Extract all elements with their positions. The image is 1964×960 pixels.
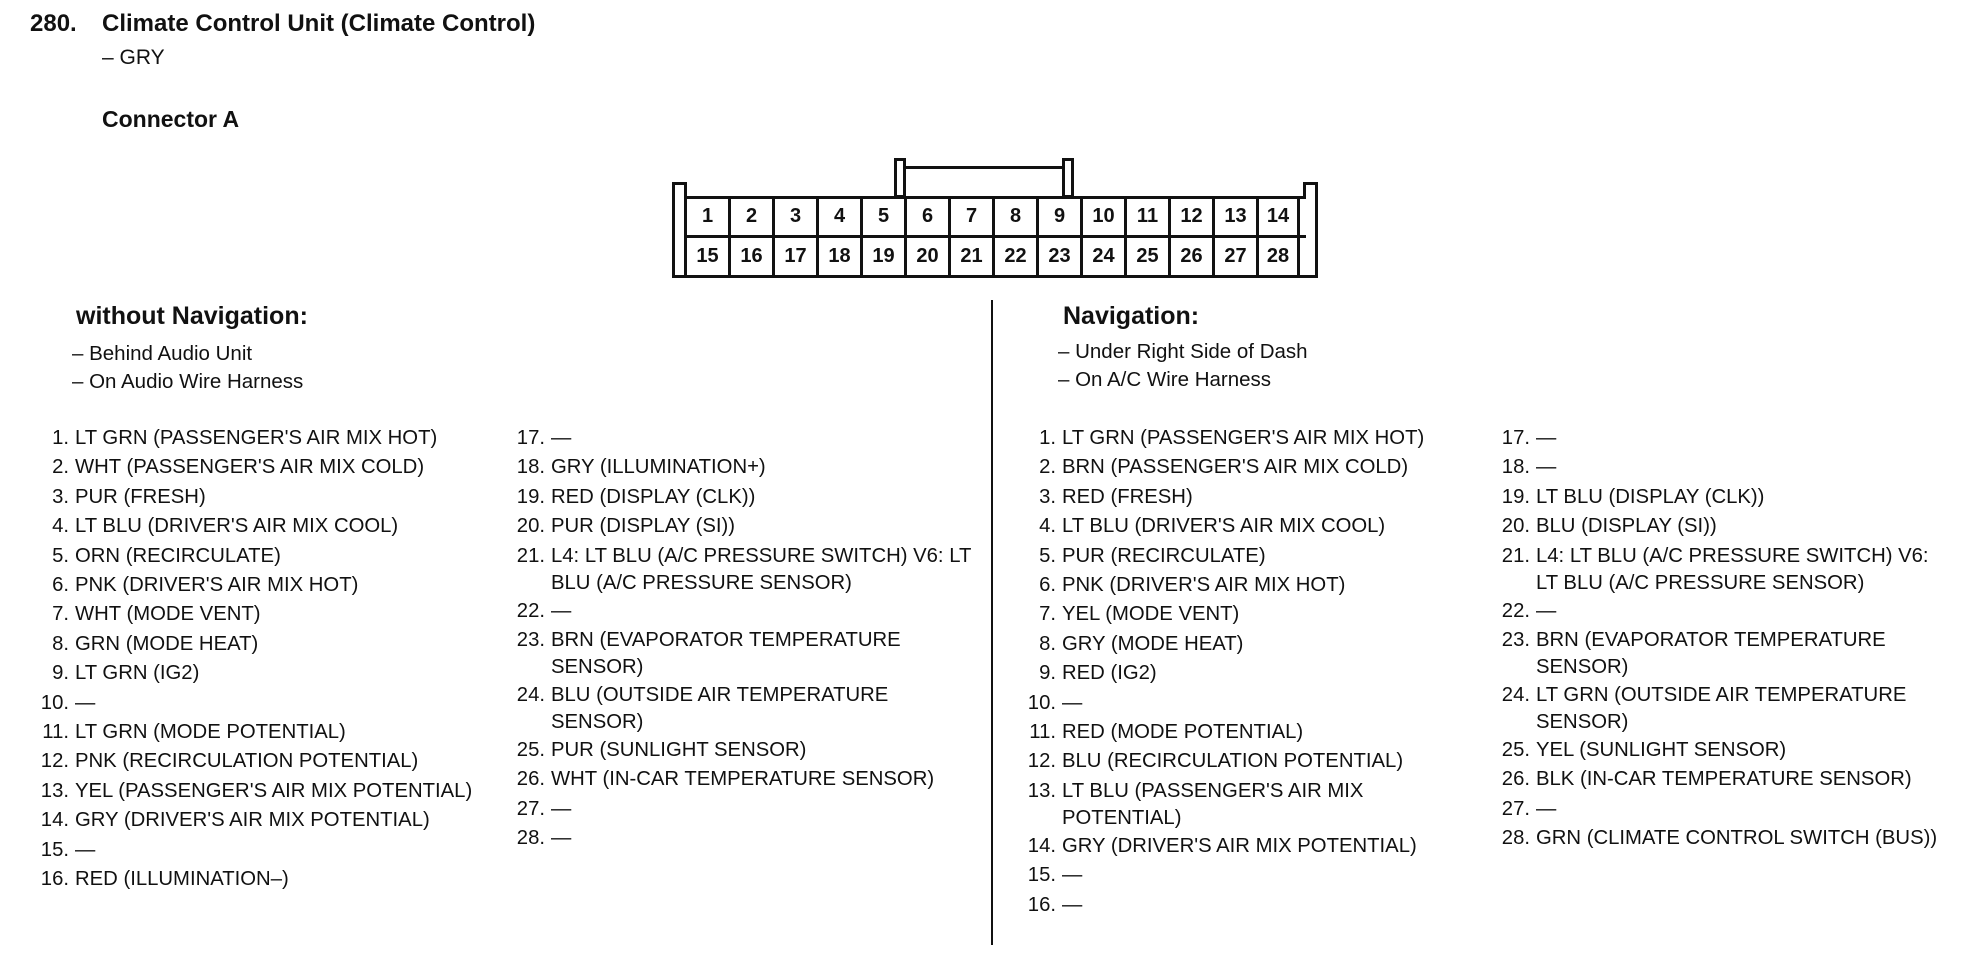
pin-entry	[1017, 512, 1487, 541]
connector-pin: 27	[1212, 237, 1256, 275]
pin-entry	[30, 865, 500, 894]
pin-number: 19.	[516, 485, 545, 508]
pin-entry	[1017, 542, 1487, 571]
pin-wire-description: GRY (MODE HEAT)	[1062, 632, 1244, 655]
pin-number: 8.	[1039, 632, 1056, 655]
pin-entry	[1017, 718, 1487, 747]
pin-number: 25.	[516, 739, 545, 762]
pin-wire-description: L4: LT BLU (A/C PRESSURE SWITCH) V6: LT BLU (A/C PRESSURE SENSOR)	[1536, 544, 1929, 594]
pin-number: 19.	[1501, 485, 1530, 508]
connector-pin: 9	[1036, 197, 1080, 235]
connector-pin: 22	[992, 237, 1036, 275]
pin-entry	[1493, 736, 1953, 765]
pin-wire-description: LT BLU (PASSENGER'S AIR MIX POTENTIAL)	[1062, 779, 1364, 829]
pin-number: 14.	[1027, 834, 1056, 857]
pin-number: 6.	[52, 574, 69, 597]
connector-pin: 21	[948, 237, 992, 275]
pin-wire-description: LT GRN (OUTSIDE AIR TEMPERATURE SENSOR)	[1536, 684, 1907, 734]
connector-pin: 13	[1212, 197, 1256, 235]
connector-pin: 19	[860, 237, 904, 275]
component-title: Climate Control Unit (Climate Control)	[102, 10, 536, 37]
pin-entry	[1493, 765, 1953, 794]
with-nav-title: Navigation:	[1063, 302, 1200, 330]
pin-entry	[1017, 832, 1487, 861]
pin-number: 8.	[52, 632, 69, 655]
pin-entry	[30, 747, 500, 776]
pin-entry	[1493, 512, 1953, 541]
pin-wire-description: YEL (MODE VENT)	[1062, 603, 1240, 626]
pin-number: 13.	[40, 779, 69, 802]
pin-number: 21.	[1501, 544, 1530, 567]
pin-number: 4.	[52, 515, 69, 538]
pin-entry	[30, 806, 500, 835]
pin-number: 22.	[516, 599, 545, 622]
pin-wire-description: LT BLU (DRIVER'S AIR MIX COOL)	[1062, 515, 1386, 538]
pin-entry	[1493, 597, 1953, 626]
pin-wire-description: —	[551, 599, 572, 622]
pin-number: 16.	[1027, 893, 1056, 916]
pin-wire-description: RED (IG2)	[1062, 662, 1157, 685]
connector-edge	[672, 182, 684, 185]
pin-wire-description: —	[1536, 797, 1557, 820]
pin-number: 3.	[52, 485, 69, 508]
pin-entry	[1017, 659, 1487, 688]
location-line: – On A/C Wire Harness	[1058, 368, 1272, 391]
connector-pin: 10	[1080, 197, 1124, 235]
pin-entry	[508, 512, 978, 541]
pin-entry	[30, 777, 500, 806]
pin-number: 20.	[516, 515, 545, 538]
pin-number: 3.	[1039, 485, 1056, 508]
pin-number: 2.	[1039, 456, 1056, 479]
pin-wire-description: RED (FRESH)	[1062, 485, 1193, 508]
pin-wire-description: GRY (DRIVER'S AIR MIX POTENTIAL)	[75, 809, 430, 832]
connector-pin: 25	[1124, 237, 1168, 275]
pin-entry	[508, 453, 978, 482]
connector-bottom-row	[684, 237, 1300, 275]
pin-number: 22.	[1501, 599, 1530, 622]
pin-entry	[1017, 453, 1487, 482]
pin-number: 16.	[40, 868, 69, 891]
pin-wire-description: PUR (DISPLAY (SI))	[551, 515, 736, 538]
connector-pin: 5	[860, 197, 904, 235]
pin-wire-description: WHT (IN-CAR TEMPERATURE SENSOR)	[551, 768, 935, 791]
pin-entry	[1017, 747, 1487, 776]
pin-wire-description: BRN (EVAPORATOR TEMPERATURE SENSOR)	[551, 629, 901, 679]
pin-wire-description: —	[75, 691, 96, 714]
pin-entry	[30, 718, 500, 747]
pin-number: 12.	[1027, 750, 1056, 773]
connector-edge	[1306, 182, 1318, 185]
pin-number: 21.	[516, 544, 545, 567]
pin-wire-description: —	[551, 827, 572, 850]
with-nav-pin-list-1	[1017, 424, 1487, 920]
pin-number: 23.	[1501, 629, 1530, 652]
connector-key-post	[1062, 158, 1074, 198]
connector-key	[906, 166, 1062, 169]
pin-entry	[508, 542, 978, 597]
connector-pin: 12	[1168, 197, 1212, 235]
pin-wire-description: ORN (RECIRCULATE)	[75, 544, 281, 567]
pin-number: 2.	[52, 456, 69, 479]
pin-entry	[508, 765, 978, 794]
pin-entry	[30, 424, 500, 453]
pin-number: 12.	[40, 750, 69, 773]
pin-wire-description: WHT (MODE VENT)	[75, 603, 261, 626]
pin-entry	[508, 424, 978, 453]
pin-wire-description: L4: LT BLU (A/C PRESSURE SWITCH) V6: LT BLU (A/C PRESSURE SENSOR)	[551, 544, 972, 594]
pin-wire-description: LT BLU (DISPLAY (CLK))	[1536, 485, 1765, 508]
pin-wire-description: GRY (DRIVER'S AIR MIX POTENTIAL)	[1062, 834, 1417, 857]
pin-entry	[30, 483, 500, 512]
pin-wire-description: LT GRN (MODE POTENTIAL)	[75, 721, 346, 744]
pin-wire-description: —	[1062, 691, 1083, 714]
with-nav-locations	[1058, 338, 1308, 394]
pin-number: 26.	[516, 768, 545, 791]
pin-number: 18.	[1501, 456, 1530, 479]
pin-number: 24.	[516, 684, 545, 707]
pin-number: 1.	[52, 427, 69, 449]
connector-pin: 26	[1168, 237, 1212, 275]
pin-entry	[1493, 681, 1953, 736]
pin-number: 6.	[1039, 574, 1056, 597]
pin-entry	[1493, 795, 1953, 824]
without-nav-locations	[72, 340, 303, 396]
with-nav-pin-list-2	[1493, 424, 1953, 854]
pin-wire-description: —	[1536, 599, 1557, 622]
pin-number: 11.	[1029, 721, 1056, 744]
pin-entry	[1493, 626, 1953, 681]
pin-wire-description: RED (MODE POTENTIAL)	[1062, 721, 1304, 744]
pin-number: 17.	[1501, 427, 1530, 449]
pin-entry	[1017, 630, 1487, 659]
pin-entry	[30, 453, 500, 482]
component-number: 280.	[30, 10, 77, 37]
pin-number: 5.	[52, 544, 69, 567]
pin-wire-description: PNK (DRIVER'S AIR MIX HOT)	[75, 574, 359, 597]
pin-number: 14.	[40, 809, 69, 832]
pin-number: 7.	[52, 603, 69, 626]
pin-entry	[1017, 600, 1487, 629]
connector-pin: 28	[1256, 237, 1300, 275]
connector-pin: 8	[992, 197, 1036, 235]
pin-wire-description: BRN (PASSENGER'S AIR MIX COLD)	[1062, 456, 1409, 479]
pin-wire-description: —	[1536, 456, 1557, 479]
pin-wire-description: —	[1062, 893, 1083, 916]
pin-entry	[508, 597, 978, 626]
pin-number: 7.	[1039, 603, 1056, 626]
pin-number: 20.	[1501, 515, 1530, 538]
pin-number: 9.	[52, 662, 69, 685]
pin-number: 17.	[516, 427, 545, 449]
pin-entry	[30, 659, 500, 688]
pin-wire-description: BRN (EVAPORATOR TEMPERATURE SENSOR)	[1536, 629, 1886, 679]
pin-wire-description: —	[1536, 427, 1557, 449]
pin-entry	[1017, 891, 1487, 920]
pin-number: 10.	[40, 691, 69, 714]
pin-wire-description: GRN (CLIMATE CONTROL SWITCH (BUS))	[1536, 827, 1938, 850]
pin-entry	[1493, 424, 1953, 453]
pin-number: 23.	[516, 629, 545, 652]
pin-wire-description: YEL (SUNLIGHT SENSOR)	[1536, 739, 1787, 762]
pin-wire-description: PUR (SUNLIGHT SENSOR)	[551, 739, 807, 762]
without-nav-pin-list-2	[508, 424, 978, 854]
location-line: – Behind Audio Unit	[72, 342, 253, 365]
pin-wire-description: PUR (FRESH)	[75, 485, 206, 508]
pin-wire-description: —	[75, 838, 96, 861]
pin-number: 28.	[516, 827, 545, 850]
connector-pin: 7	[948, 197, 992, 235]
pin-entry	[30, 512, 500, 541]
pin-wire-description: LT GRN (PASSENGER'S AIR MIX HOT)	[1062, 427, 1425, 449]
connector-label: Connector A	[102, 106, 240, 132]
pin-entry	[508, 626, 978, 681]
pin-entry	[1017, 689, 1487, 718]
pin-entry	[1493, 824, 1953, 853]
pin-entry	[1017, 571, 1487, 600]
pin-wire-description: LT GRN (IG2)	[75, 662, 200, 685]
pin-number: 27.	[1501, 797, 1530, 820]
pin-entry	[1017, 424, 1487, 453]
pin-wire-description: WHT (PASSENGER'S AIR MIX COLD)	[75, 456, 425, 479]
location-line: – Under Right Side of Dash	[1058, 340, 1308, 363]
connector-pin: 17	[772, 237, 816, 275]
connector-pin: 11	[1124, 197, 1168, 235]
pin-number: 15.	[1027, 864, 1056, 887]
pin-wire-description: BLU (DISPLAY (SI))	[1536, 515, 1717, 538]
pin-entry	[30, 571, 500, 600]
pin-wire-description: PUR (RECIRCULATE)	[1062, 544, 1266, 567]
pin-entry	[30, 600, 500, 629]
pin-entry	[1017, 861, 1487, 890]
pin-number: 1.	[1039, 427, 1056, 449]
pin-wire-description: —	[551, 427, 572, 449]
pin-wire-description: BLU (RECIRCULATION POTENTIAL)	[1062, 750, 1404, 773]
pin-number: 11.	[42, 721, 69, 744]
pin-number: 18.	[516, 456, 545, 479]
pin-entry	[508, 824, 978, 853]
pin-wire-description: BLK (IN-CAR TEMPERATURE SENSOR)	[1536, 768, 1912, 791]
pin-wire-description: BLU (OUTSIDE AIR TEMPERATURE SENSOR)	[551, 684, 889, 734]
pin-wire-description: GRY (ILLUMINATION+)	[551, 456, 766, 479]
pin-entry	[508, 736, 978, 765]
pin-wire-description: —	[551, 797, 572, 820]
pin-wire-description: —	[1062, 864, 1083, 887]
pin-entry	[1017, 483, 1487, 512]
pin-number: 9.	[1039, 662, 1056, 685]
pin-wire-description: RED (DISPLAY (CLK))	[551, 485, 756, 508]
connector-color: – GRY	[102, 46, 165, 69]
pin-wire-description: RED (ILLUMINATION–)	[75, 868, 289, 891]
pin-entry	[508, 483, 978, 512]
connector-pin: 18	[816, 237, 860, 275]
connector-pin: 3	[772, 197, 816, 235]
pin-entry	[30, 836, 500, 865]
pin-wire-description: LT GRN (PASSENGER'S AIR MIX HOT)	[75, 427, 438, 449]
pin-wire-description: GRN (MODE HEAT)	[75, 632, 259, 655]
pin-entry	[30, 630, 500, 659]
connector-pin: 4	[816, 197, 860, 235]
section-divider	[991, 300, 993, 945]
connector-pin: 6	[904, 197, 948, 235]
pin-number: 4.	[1039, 515, 1056, 538]
pin-entry	[1493, 483, 1953, 512]
pin-number: 24.	[1501, 684, 1530, 707]
connector-pin: 2	[728, 197, 772, 235]
without-nav-title: without Navigation:	[76, 302, 308, 330]
connector-pin: 1	[684, 197, 728, 235]
pin-number: 15.	[40, 838, 69, 861]
pin-wire-description: YEL (PASSENGER'S AIR MIX POTENTIAL)	[75, 779, 473, 802]
pin-wire-description: LT BLU (DRIVER'S AIR MIX COOL)	[75, 515, 399, 538]
pin-entry	[1493, 542, 1953, 597]
connector-top-row	[684, 197, 1300, 235]
pin-wire-description: PNK (DRIVER'S AIR MIX HOT)	[1062, 574, 1346, 597]
connector-pin: 24	[1080, 237, 1124, 275]
pin-number: 25.	[1501, 739, 1530, 762]
pin-entry	[30, 542, 500, 571]
pin-entry	[1493, 453, 1953, 482]
connector-pin: 14	[1256, 197, 1300, 235]
connector-pin: 20	[904, 237, 948, 275]
connector-pin: 16	[728, 237, 772, 275]
pin-number: 13.	[1027, 779, 1056, 802]
pin-entry	[30, 689, 500, 718]
connector-key-post	[894, 158, 906, 198]
without-nav-pin-list-1	[30, 424, 500, 895]
pin-number: 10.	[1027, 691, 1056, 714]
pin-number: 5.	[1039, 544, 1056, 567]
pin-number: 26.	[1501, 768, 1530, 791]
pin-number: 27.	[516, 797, 545, 820]
pin-entry	[1017, 777, 1487, 832]
pin-number: 28.	[1501, 827, 1530, 850]
pin-wire-description: PNK (RECIRCULATION POTENTIAL)	[75, 750, 419, 773]
page-title	[30, 10, 535, 38]
connector-pin: 23	[1036, 237, 1080, 275]
connector-pin: 15	[684, 237, 728, 275]
pin-entry	[508, 681, 978, 736]
location-line: – On Audio Wire Harness	[72, 370, 304, 393]
pin-entry	[508, 795, 978, 824]
